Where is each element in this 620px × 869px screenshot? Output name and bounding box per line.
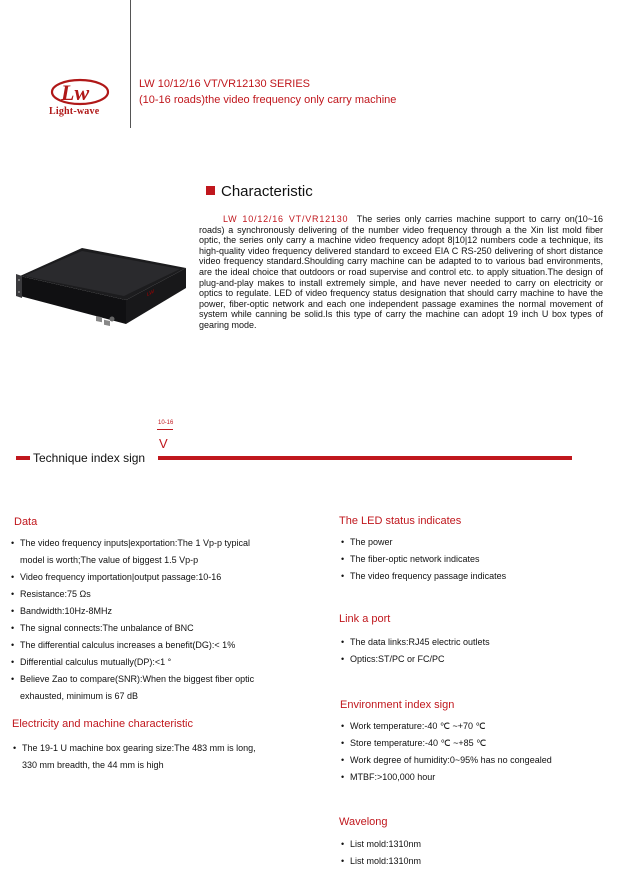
led-title: The LED status indicates xyxy=(339,515,462,527)
list-item: • The differential calculus increases a benefit(DG):< 1% xyxy=(11,637,306,654)
technique-title: Technique index sign xyxy=(33,451,146,465)
list-item: • The power xyxy=(341,534,611,551)
device-photo xyxy=(16,246,188,328)
list-item: • The signal connects:The unbalance of BNC xyxy=(11,620,306,637)
port-title: Link a port xyxy=(339,613,391,625)
characteristic-heading: Characteristic xyxy=(206,183,313,200)
list-item: • The fiber-optic network indicates xyxy=(341,551,611,568)
port-list xyxy=(341,634,611,668)
logo-text: Light-wave xyxy=(49,106,100,117)
list-item: • Work temperature:-40 ℃ ~+70 ℃ xyxy=(341,718,611,735)
list-item: • Work degree of humidity:0~95% has no congealed xyxy=(341,752,611,769)
list-item: • Differential calculus mutually(DP):<1 ° xyxy=(11,654,306,671)
data-title: Data xyxy=(14,516,38,528)
model-name: LW 10/12/16 VT/VR12130 xyxy=(223,214,349,224)
characteristic-body xyxy=(199,214,603,331)
roads-mark: 10-16 xyxy=(158,420,174,426)
roads-mark-underline xyxy=(157,429,173,430)
list-item: • The video frequency passage indicates xyxy=(341,568,611,585)
data-list xyxy=(11,535,306,705)
list-item: • Believe Zao to compare(SNR):When the biggest fiber optic exhausted, minimum is 67 dB xyxy=(11,671,306,705)
logo-mark: Lw xyxy=(61,80,90,105)
list-item: • MTBF:>100,000 hour xyxy=(341,769,611,786)
device-badge: LW xyxy=(146,288,155,299)
list-item: • List mold:1310nm xyxy=(341,853,611,869)
list-item: • The data links:RJ45 electric outlets xyxy=(341,634,611,651)
led-list xyxy=(341,534,611,585)
wavelong-title: Wavelong xyxy=(339,816,388,828)
list-item: • Optics:ST/PC or FC/PC xyxy=(341,651,611,668)
list-item: • Store temperature:-40 ℃ ~+85 ℃ xyxy=(341,735,611,752)
wavelong-list xyxy=(341,836,611,869)
square-bullet-icon xyxy=(206,186,215,195)
environment-title: Environment index sign xyxy=(340,699,455,711)
list-item: • The video frequency inputs|exportation:The 1 Vp-p typical model is worth;The value of biggest 1.5 Vp-p xyxy=(11,535,306,569)
characteristic-text: The series only carries machine support to carry on(10~16 roads) a synchronously delivering of the number video frequency through a the Xin list mold fiber optic, the series only carry a machine video frequency adopt 8|10|12 numbers code a technique, its high-quality video frequency delivered standard to exceed EIA C RS-250 delivering of short distance video frequency standard.Shoulding carry machine can be adapted to to various bad environments, are the ideal choice that outdoors or road supervise and control etc. to apply situation.The design of plug-and-play makes to install extremely simple, and have never needed to carry on electricity or optics to regulate. LED of video frequency status designation that should carry machine to have the power, fiber-optic network and each one independent passage examines the normal movement of system while canning be solid.Is this type of carry the machine can adopt 19 inch U box types of gearing mode. xyxy=(199,214,603,330)
header-divider xyxy=(130,0,131,128)
electricity-title: Electricity and machine characteristic xyxy=(12,718,193,730)
list-item: • List mold:1310nm xyxy=(341,836,611,853)
page-title: LW 10/12/16 VT/VR12130 SERIES xyxy=(139,78,310,90)
environment-list xyxy=(341,718,611,786)
list-item: • Video frequency importation|output passage:10-16 xyxy=(11,569,306,586)
v-mark: V xyxy=(159,436,168,451)
list-item: • The 19-1 U machine box gearing size:The 483 mm is long, 330 mm breadth, the 44 mm is high xyxy=(13,740,308,774)
list-item: • Bandwidth:10Hz-8MHz xyxy=(11,603,306,620)
list-item: • Resistance:75 Ωs xyxy=(11,586,306,603)
page-subtitle: (10-16 roads)the video frequency only carry machine xyxy=(139,94,397,106)
electricity-list xyxy=(13,740,308,774)
